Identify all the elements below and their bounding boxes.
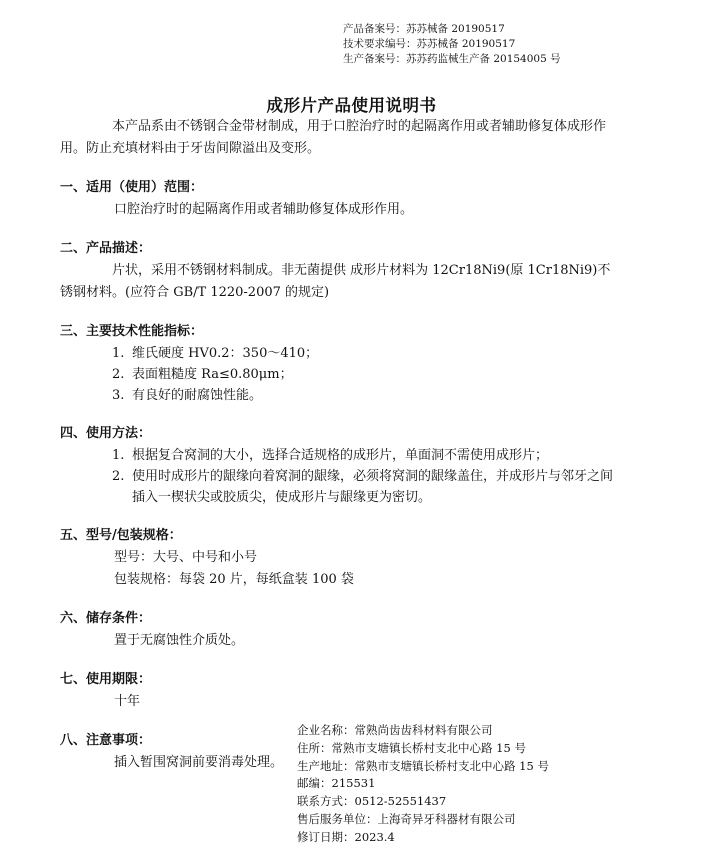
intro-paragraph: 本产品系由不锈钢合金带材制成，用于口腔治疗时的起隔离作用或者辅助修复体成形作用。防止充填材料由于牙齿间隙溢出及变形。	[60, 119, 607, 156]
section-shelf-life	[60, 669, 620, 713]
section-heading: 一、适用（使用）范围：	[60, 180, 204, 195]
section-heading: 五、型号/包装规格：	[60, 528, 182, 543]
section-text: 置于无腐蚀性介质处。	[114, 633, 245, 648]
company-address: 住所：常熟市支塘镇长桥村支北中心路 15 号	[297, 740, 526, 755]
company-name: 企业名称：常熟尚齿齿科材料有限公司	[297, 723, 493, 737]
model-line: 型号：大号、中号和小号	[114, 550, 258, 565]
revision-date: 修订日期：2023.4	[297, 829, 395, 844]
section-models	[60, 525, 620, 591]
list-item: 3. 有良好的耐腐蚀性能。	[112, 388, 263, 403]
document-title: 成形片产品使用说明书	[266, 96, 437, 115]
section-text: 口腔治疗时的起隔离作用或者辅助修复体成形作用。	[114, 202, 414, 217]
postcode: 邮编：215531	[297, 776, 376, 791]
section-text: 插入暂围窝洞前要消毒处理。	[114, 755, 284, 770]
section-heading: 三、主要技术性能指标：	[60, 324, 204, 339]
section-heading: 六、储存条件：	[60, 611, 152, 626]
list-item: 1. 维氏硬度 HV0.2：350～410；	[112, 346, 319, 361]
section-storage	[60, 608, 620, 652]
list-item: 1. 根据复合窝洞的大小，选择合适规格的成形片，单面洞不需使用成形片；	[112, 448, 549, 463]
section-description	[60, 238, 620, 304]
production-address: 生产地址：常熟市支塘镇长桥村支北中心路 15 号	[297, 758, 549, 773]
tech-requirement-number: 技术要求编号：苏苏械备 20190517	[343, 38, 516, 50]
document-body	[60, 116, 620, 774]
production-filing-number: 生产备案号：苏苏药监械生产备 20154005 号	[343, 53, 561, 65]
list-item: 2. 使用时成形片的龈缘向着窝洞的龈缘，必须将窝洞的龈缘盖住，并成形片与邻牙之间插入一楔状尖或胶质尖，使成形片与龈缘更为密切。	[112, 469, 614, 505]
registration-header	[343, 22, 561, 67]
product-filing-number: 产品备案号：苏苏械备 20190517	[343, 23, 505, 35]
packaging-line: 包装规格：每袋 20 片，每纸盒装 100 袋	[114, 572, 354, 587]
specs-list	[60, 343, 620, 406]
section-heading: 二、产品描述：	[60, 241, 152, 256]
section-heading: 八、注意事项：	[60, 733, 152, 748]
section-usage	[60, 423, 620, 508]
section-specs	[60, 321, 620, 406]
usage-list	[60, 445, 620, 508]
contact-phone: 联系方式：0512-52551437	[297, 794, 447, 809]
company-info	[297, 722, 549, 847]
section-scope	[60, 177, 620, 221]
section-heading: 四、使用方法：	[60, 426, 152, 441]
section-text: 十年	[114, 694, 141, 709]
after-sales-service: 售后服务单位：上海奇异牙科器材有限公司	[297, 811, 516, 826]
list-item: 2. 表面粗糙度 Ra≤0.80μm；	[112, 367, 293, 382]
section-heading: 七、使用期限：	[60, 672, 152, 687]
section-text: 片状，采用不锈钢材料制成。非无菌提供 成形片材料为 12Cr18Ni9(原 1Cr18Ni9)不锈钢材料。(应符合 GB/T 1220-2007 的规定)	[60, 263, 611, 300]
